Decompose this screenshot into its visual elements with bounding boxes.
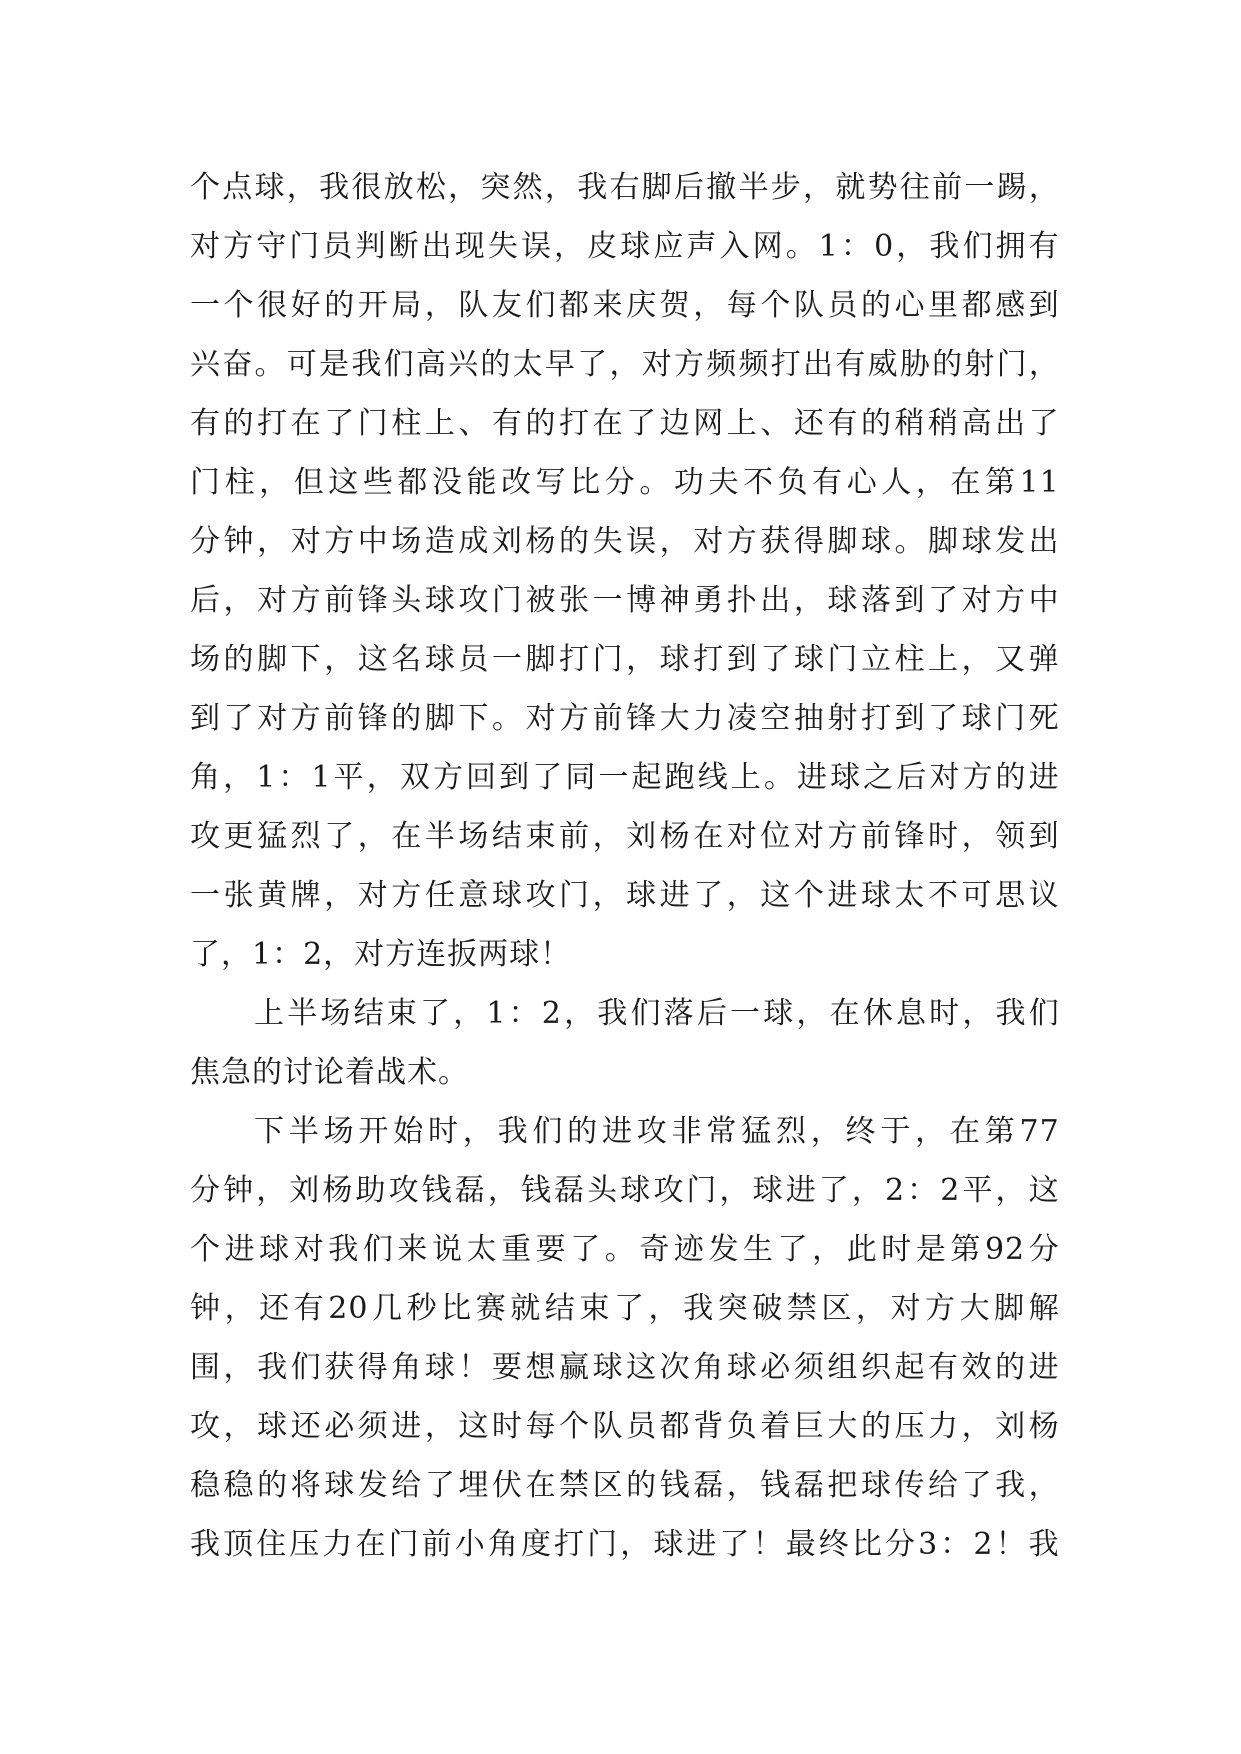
text-line: 角 ， 1 ： 1 平 ， 双 方 回 到 了 同 一 起 跑 线 上 。 进 球 之 后 对 方 的 进 [190,760,1060,795]
text-line: 攻 ， 球 还 必 须 进 ， 这 时 每 个 队 员 都 背 负 着 巨 大 的 压 力 ， 刘 杨 [190,1409,1060,1444]
text-line: 上 半 场 结 束 了 ， 1 ： 2 ， 我 们 落 后 一 球 ， 在 休 息 时 ， 我 们 [254,996,1060,1031]
text-line: 钟 ， 还 有 20 几 秒 比 赛 就 结 束 了 ， 我 突 破 禁 区 ， 对 方 大 脚 解 [190,1291,1060,1326]
text-line: 分 钟 ， 刘 杨 助 攻 钱 磊 ， 钱 磊 头 球 攻 门 ， 球 进 了 ， 2 ： 2 平 ， 这 [190,1173,1060,1208]
text-line: 焦急的讨论着战术。 [190,1055,469,1090]
text-line: 分 钟 ， 对 方 中 场 造 成 刘 杨 的 失 误 ， 对 方 获 得 脚 球 。 脚 球 发 出 [190,524,1060,559]
text-line: 围 ， 我 们 获 得 角 球 ！ 要 想 赢 球 这 次 角 球 必 须 组 织 起 有 效 的 进 [190,1350,1060,1385]
text-line: 兴 奋 。 可 是 我 们 高 兴 的 太 早 了 ， 对 方 频 频 打 出 有 威 胁 的 射 门 ， [190,347,1060,382]
text-line: 一 个 很 好 的 开 局 ， 队 友 们 都 来 庆 贺 ， 每 个 队 员 的 心 里 都 感 到 [190,288,1060,323]
text-line: 对 方 守 门 员 判 断 出 现 失 误 ， 皮 球 应 声 入 网 。 1 ： 0 ， 我 们 拥 有 [190,229,1060,264]
text-line: 我 顶 住 压 力 在 门 前 小 角 度 打 门 ， 球 进 了 ！ 最 终 比 分 3 ： 2 ！ 我 [190,1527,1060,1562]
body-text [190,158,1060,1574]
text-line: 到 了 对 方 前 锋 的 脚 下 。 对 方 前 锋 大 力 凌 空 抽 射 打 到 了 球 门 死 [190,701,1060,736]
text-line: 有 的 打 在 了 门 柱 上 、 有 的 打 在 了 边 网 上 、 还 有 的 稍 稍 高 出 了 [190,406,1060,441]
text-line: 了，1：2，对方连扳两球！ [190,937,572,972]
text-line: 个 进 球 对 我 们 来 说 太 重 要 了 。 奇 迹 发 生 了 ， 此 时 是 第 92 分 [190,1232,1060,1267]
text-line: 场 的 脚 下 ， 这 名 球 员 一 脚 打 门 ， 球 打 到 了 球 门 立 柱 上 ， 又 弹 [190,642,1060,677]
text-line: 攻 更 猛 烈 了 ， 在 半 场 结 束 前 ， 刘 杨 在 对 位 对 方 前 锋 时 ， 领 到 [190,819,1060,854]
text-line: 后 ， 对 方 前 锋 头 球 攻 门 被 张 一 博 神 勇 扑 出 ， 球 落 到 了 对 方 中 [190,583,1060,618]
text-line: 个 点 球 ， 我 很 放 松 ， 突 然 ， 我 右 脚 后 撤 半 步 ， 就 势 往 前 一 踢 ， [190,170,1060,205]
text-line: 门 柱 ， 但 这 些 都 没 能 改 写 比 分 。 功 夫 不 负 有 心 人 ， 在 第 11 [190,465,1060,500]
text-line: 一 张 黄 牌 ， 对 方 任 意 球 攻 门 ， 球 进 了 ， 这 个 进 球 太 不 可 思 议 [190,878,1060,913]
text-line: 下 半 场 开 始 时 ， 我 们 的 进 攻 非 常 猛 烈 ， 终 于 ， 在 第 77 [254,1114,1060,1149]
text-line: 稳 稳 的 将 球 发 给 了 埋 伏 在 禁 区 的 钱 磊 ， 钱 磊 把 球 传 给 了 我 ， [190,1468,1060,1503]
